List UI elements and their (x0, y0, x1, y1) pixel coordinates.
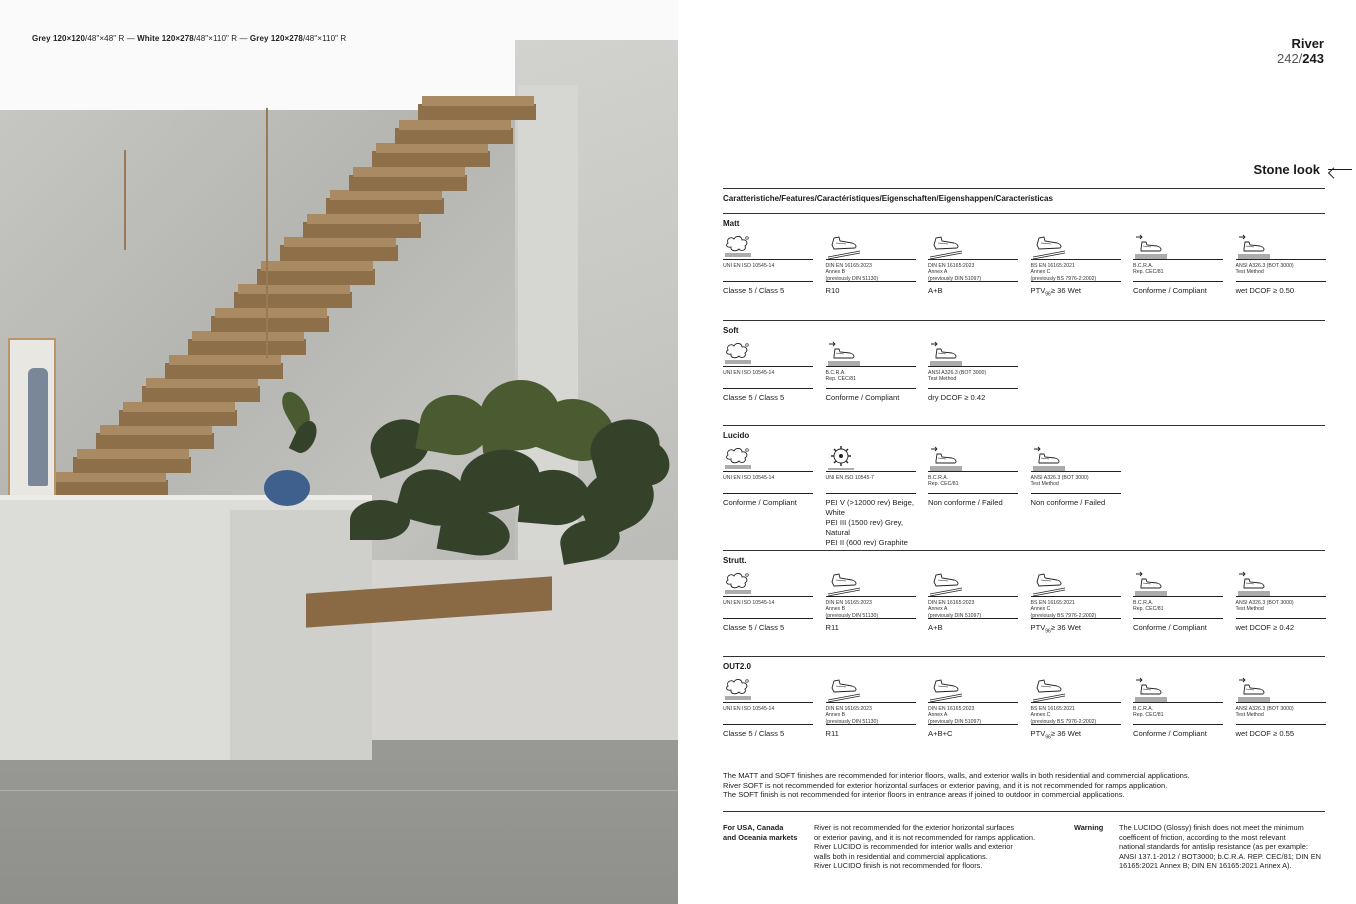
spec-column (928, 445, 1031, 548)
arrow-left-icon (1328, 169, 1352, 170)
ramp-shoe-icon (928, 676, 1031, 702)
finish-section (723, 326, 1325, 403)
stair-step-face (238, 284, 350, 294)
collection-title: River (1291, 36, 1324, 51)
warning-text: The LUCIDO (Glossy) finish does not meet the minimum coefficent of friction, according to the most relevant national standards for antislip resistance (as per example: ANSI 137.1-2012 / BOT3000; b.C.R.A. REP. CEC/81; DIN EN 16165:2021 Annex B; DIN EN 16165:2021 Annex A). (1119, 823, 1321, 871)
stair-step (395, 128, 513, 144)
spec-column (826, 676, 929, 743)
stair-step-face (123, 402, 235, 412)
slide-shoe-icon (1236, 570, 1339, 596)
features-heading: Caratteristiche/Features/Caractéristiques/Eigenschaften/Eigenshappen/Características (723, 188, 1325, 203)
stair-step-face (376, 143, 488, 153)
spec-column (826, 340, 929, 403)
slide-shoe-icon (928, 445, 1031, 471)
test-result: Classe 5 / Class 5 (723, 618, 813, 633)
spec-column (1133, 570, 1236, 637)
test-standard: ANSI A326.3 (BOT 3000) Test Method (928, 366, 1018, 388)
test-result: $PTV_{96}\ge 36$ Wet (1031, 724, 1121, 743)
spec-column (928, 676, 1031, 743)
finish-section (723, 219, 1325, 300)
stair-step (119, 410, 237, 426)
spec-column (723, 233, 826, 300)
test-result: Conforme / Compliant (826, 388, 916, 403)
spec-column (826, 233, 929, 300)
result-subscript: 96 (1045, 291, 1051, 298)
markets-text: River is not recommended for the exterior horizontal surfaces or exterior paving, and it is not recommended for ramps application. River LUCIDO is recommended for interior walls and exterior walls both in residential and commercial applications. River LUCIDO finish is not recommended for floors. (814, 823, 1036, 871)
stair-step (50, 480, 168, 496)
test-standard: DIN EN 16165:2023 Annex B (previously DIN 51130) (826, 259, 916, 281)
test-standard: ANSI A326.3 (BOT 3000) Test Method (1031, 471, 1121, 493)
test-result: Conforme / Compliant (1133, 724, 1223, 739)
test-result: R10 (826, 281, 916, 296)
stair-step-face (146, 378, 258, 388)
stair-step (188, 339, 306, 355)
divider (723, 425, 1325, 426)
test-result: Classe 5 / Class 5 (723, 388, 813, 403)
page-number: 242/243 (1276, 51, 1324, 66)
section-link-stone-look[interactable]: Stone look (1254, 162, 1352, 177)
test-result: Non conforme / Failed (1031, 493, 1121, 508)
leaf (350, 500, 410, 540)
ramp-shoe-icon (1031, 676, 1134, 702)
test-standard: BS EN 16165:2021 Annex C (previously BS 7976-2:2002) (1031, 596, 1121, 618)
finish-title: Strutt. (723, 556, 747, 565)
warning-label: Warning (1074, 823, 1104, 832)
stain-icon (723, 445, 826, 471)
stair-step (418, 104, 536, 120)
ramp-shoe-icon (1031, 233, 1134, 259)
stair-step-face (353, 167, 465, 177)
handrail (124, 150, 126, 250)
test-standard: DIN EN 16165:2023 Annex A (previously DIN 51097) (928, 596, 1018, 618)
slide-shoe-icon (1236, 676, 1339, 702)
test-standard: UNI EN ISO 10545-14 (723, 366, 813, 388)
handrail (266, 108, 268, 358)
stair-step (234, 292, 352, 308)
ramp-shoe-icon (826, 570, 929, 596)
stair-step (349, 175, 467, 191)
test-standard: UNI EN ISO 10545-14 (723, 596, 813, 618)
stair-step-face (399, 120, 511, 130)
stair-step (326, 198, 444, 214)
spec-column (928, 233, 1031, 300)
result-subscript: 96 (1045, 628, 1051, 635)
stair-step (257, 269, 375, 285)
stair-step-face (261, 261, 373, 271)
divider (723, 550, 1325, 551)
ramp-shoe-icon (928, 570, 1031, 596)
test-result: Classe 5 / Class 5 (723, 724, 813, 739)
spec-column (826, 570, 929, 637)
slide-shoe-icon (1236, 233, 1339, 259)
divider (723, 656, 1325, 657)
divider (723, 213, 1325, 214)
test-result: PEI V (>12000 rev) Beige, White PEI III (1500 rev) Grey, Natural PEI II (600 rev) Graphite (826, 493, 916, 548)
slide-shoe-icon (1133, 570, 1236, 596)
finish-title: OUT2.0 (723, 662, 752, 671)
stair-step (303, 222, 421, 238)
test-result: Classe 5 / Class 5 (723, 281, 813, 296)
test-result: wet DCOF ≥ 0.42 (1236, 618, 1326, 633)
test-result: wet DCOF ≥ 0.55 (1236, 724, 1326, 739)
stair-step-face (330, 190, 442, 200)
spec-column (1031, 676, 1134, 743)
test-standard: B.C.R.A. Rep. CEC/81 (928, 471, 1018, 493)
test-standard: UNI EN ISO 10545-7 (826, 471, 916, 493)
spec-column (1236, 676, 1339, 743)
spec-column (1236, 233, 1339, 300)
hanging-robe (28, 368, 48, 486)
test-standard: B.C.R.A. Rep. CEC/81 (1133, 596, 1223, 618)
finish-title: Soft (723, 326, 739, 335)
spec-column (723, 340, 826, 403)
usage-notes: The MATT and SOFT finishes are recommended for interior floors, walls, and exterior walls in both residential and commercial applications. River SOFT is not recommended for exterior horizontal surfaces or exterior paving, and it is not recommended for ramps application. The SOFT finish is not recommended for interior floors in entrance areas if joined to outdoor in commercial applications. (723, 771, 1190, 800)
test-result: R11 (826, 724, 916, 739)
test-standard: DIN EN 16165:2023 Annex A (previously DIN 51097) (928, 259, 1018, 281)
spec-column (1031, 570, 1134, 637)
markets-label: For USA, Canada and Oceania markets (723, 823, 798, 842)
test-result: $PTV_{96}\ge 36$ Wet (1031, 618, 1121, 637)
test-standard: B.C.R.A. Rep. CEC/81 (826, 366, 916, 388)
divider (723, 811, 1325, 812)
test-standard: DIN EN 16165:2023 Annex A (previously DIN 51097) (928, 702, 1018, 724)
test-standard: ANSI A326.3 (BOT 3000) Test Method (1236, 702, 1326, 724)
slide-shoe-icon (1133, 676, 1236, 702)
slide-shoe-icon (1133, 233, 1236, 259)
stair-step-face (422, 96, 534, 106)
test-standard: BS EN 16165:2021 Annex C (previously BS 7976-2:2002) (1031, 702, 1121, 724)
finish-title: Matt (723, 219, 740, 228)
spec-page (678, 0, 1356, 904)
test-result: R11 (826, 618, 916, 633)
spec-column (723, 570, 826, 637)
stain-icon (723, 570, 826, 596)
ramp-shoe-icon (928, 233, 1031, 259)
spec-column (1133, 233, 1236, 300)
stair-step (211, 316, 329, 332)
test-result: A+B (928, 618, 1018, 633)
test-result: Conforme / Compliant (723, 493, 813, 508)
test-result: Conforme / Compliant (1133, 281, 1223, 296)
spec-column (723, 676, 826, 743)
spec-column (1236, 570, 1339, 637)
test-standard: DIN EN 16165:2023 Annex B (previously DIN 51130) (826, 596, 916, 618)
slide-shoe-icon (826, 340, 929, 366)
divider (723, 320, 1325, 321)
ramp-shoe-icon (826, 233, 929, 259)
stair-step-face (169, 355, 281, 365)
stair-step-face (54, 472, 166, 482)
test-result: Non conforme / Failed (928, 493, 1018, 508)
finish-title: Lucido (723, 431, 750, 440)
ramp-shoe-icon (1031, 570, 1134, 596)
test-standard: UNI EN ISO 10545-14 (723, 702, 813, 724)
stair-step (372, 151, 490, 167)
test-result: $PTV_{96}\ge 36$ Wet (1031, 281, 1121, 300)
spec-column (928, 340, 1031, 403)
test-standard: B.C.R.A. Rep. CEC/81 (1133, 702, 1223, 724)
gear-icon (826, 445, 929, 471)
spec-column (928, 570, 1031, 637)
stair-step-face (284, 237, 396, 247)
photo-caption: Grey 120×120/48"×48" R — White 120×278/48"×110" R — Grey 120×278/48"×110" R (32, 34, 347, 43)
stair-step (165, 363, 283, 379)
test-result: Conforme / Compliant (1133, 618, 1223, 633)
test-standard: ANSI A326.3 (BOT 3000) Test Method (1236, 259, 1326, 281)
marble-counter-side (230, 510, 372, 760)
stair-step-face (77, 449, 189, 459)
result-subscript: 96 (1045, 734, 1051, 741)
test-standard: UNI EN ISO 10545-14 (723, 471, 813, 493)
stair-step-face (215, 308, 327, 318)
spec-column (723, 445, 826, 548)
test-result: wet DCOF ≥ 0.50 (1236, 281, 1326, 296)
spec-column (826, 445, 929, 548)
stair-step-face (192, 331, 304, 341)
slide-shoe-icon (1031, 445, 1134, 471)
test-standard: DIN EN 16165:2023 Annex B (previously DIN 51130) (826, 702, 916, 724)
stair-step-face (100, 425, 212, 435)
stair-step (73, 457, 191, 473)
spec-column (1031, 233, 1134, 300)
test-standard: UNI EN ISO 10545-14 (723, 259, 813, 281)
spec-column (1031, 445, 1134, 548)
stair-step (142, 386, 260, 402)
finish-section (723, 556, 1325, 637)
test-standard: B.C.R.A. Rep. CEC/81 (1133, 259, 1223, 281)
ramp-shoe-icon (826, 676, 929, 702)
spec-column (1133, 676, 1236, 743)
test-result: A+B+C (928, 724, 1018, 739)
blue-vase (264, 470, 310, 506)
stair-step (96, 433, 214, 449)
stain-icon (723, 233, 826, 259)
test-result: A+B (928, 281, 1018, 296)
slide-shoe-icon (928, 340, 1031, 366)
test-standard: BS EN 16165:2021 Annex C (previously BS 7976-2:2002) (1031, 259, 1121, 281)
stair-step (280, 245, 398, 261)
test-standard: ANSI A326.3 (BOT 3000) Test Method (1236, 596, 1326, 618)
stair-step-face (307, 214, 419, 224)
finish-section (723, 662, 1325, 743)
finish-section (723, 431, 1325, 548)
test-result: dry DCOF ≥ 0.42 (928, 388, 1018, 403)
stain-icon (723, 676, 826, 702)
stain-icon (723, 340, 826, 366)
